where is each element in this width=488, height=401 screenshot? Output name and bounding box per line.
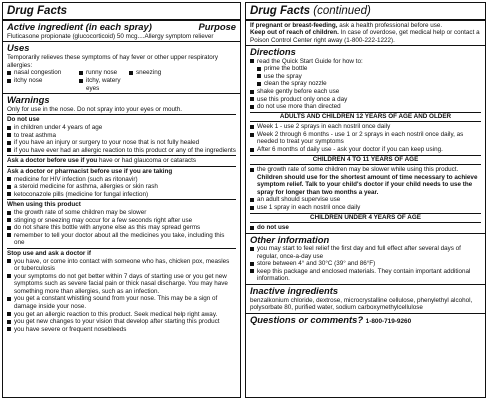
stop-use-list	[7, 258, 236, 333]
under4-list	[250, 224, 481, 232]
ask-pharmacist-list	[7, 176, 236, 199]
stop-use-item: you have, or come into contact with someone who has, chicken pox, measles or tuberculosis	[7, 258, 236, 273]
children-item: the growth rate of some children may be slower while using this product. Children should use for the shortest amount of time necessary to achieve symptom relief. Talk to your child's doctor if your child needs to use the spray for longer than two months a year.	[250, 166, 481, 196]
other-info-item: store between 4° and 30°C (39° and 86°F)	[250, 260, 481, 268]
warnings-heading: Warnings	[7, 94, 50, 106]
children-list	[250, 166, 481, 211]
symptom-item: itchy nose	[7, 77, 79, 92]
other-info-list	[250, 245, 481, 283]
do-not-use-list	[7, 124, 236, 154]
drug-facts-title: Drug Facts	[7, 5, 68, 17]
stop-use-item: you get new changes to your vision that develop after starting this product	[7, 318, 236, 326]
inactive-heading: Inactive ingredients	[250, 284, 339, 296]
under4-heading: CHILDREN UNDER 4 YEARS OF AGE	[250, 213, 481, 224]
stop-use-item: you get an allergic reaction to this product. Seek medical help right away.	[7, 311, 236, 319]
symptom-item: sneezing	[129, 69, 179, 77]
keep-out-of-reach: Keep out of reach of children. In case of overdose, get medical help or contact a Poison Control Center right away (1-800-222-1222).	[250, 29, 480, 44]
ask-doctor-line: Ask a doctor before use if you have or had glaucoma or cataracts	[7, 157, 196, 165]
do-not-use-item: if you have an injury or surgery to your nose that is not fully healed	[7, 139, 236, 147]
do-not-use-item: if you have ever had an allergic reaction to this product or any of the ingredients	[7, 147, 236, 155]
when-using-item: stinging or sneezing may occur for a few seconds right after use	[7, 217, 236, 225]
adults-item: Week 2 through 6 months - use 1 or 2 sprays in each nostril once daily, as needed to treat your symptoms	[250, 131, 481, 146]
drug-facts-panel-right	[245, 2, 486, 398]
active-ingredient-heading: Active ingredient (in each spray)	[7, 21, 152, 33]
questions-line	[250, 315, 481, 325]
children-heading: CHILDREN 4 TO 11 YEARS OF AGE	[250, 155, 481, 166]
uses-heading: Uses	[7, 42, 30, 54]
do-not-use-heading: Do not use	[7, 116, 40, 124]
children-item: an adult should supervise use	[250, 196, 481, 204]
active-ingredient-line: Fluticasone propionate (glucocorticoid) 50 mcg....Allergy symptom reliever	[7, 32, 214, 40]
drug-facts-panel-left	[2, 2, 241, 398]
when-using-list	[7, 209, 236, 247]
symptom-list	[7, 69, 236, 92]
directions-heading: Directions	[250, 46, 296, 58]
when-using-item: do not share this bottle with anyone else as this may spread germs	[7, 224, 236, 232]
adults-list	[250, 123, 481, 153]
questions-phone: 1-800-719-9260	[365, 317, 412, 325]
do-not-use-item: in children under 4 years of age	[7, 124, 236, 132]
warnings-intro: Only for use in the nose. Do not spray into your eyes or mouth.	[7, 105, 183, 113]
stop-use-heading: Stop use and ask a doctor if	[7, 249, 91, 257]
other-info-heading: Other information	[250, 233, 330, 245]
directions-item: use this product only once a day	[250, 96, 481, 104]
other-info-item: you may start to feel relief the first day and full effect after several days of regular, once-a-day use	[250, 245, 481, 260]
questions-heading: Questions or comments?	[250, 313, 364, 325]
ask-pharmacist-heading: Ask a doctor or pharmacist before use if you are taking	[7, 167, 173, 175]
quick-start-list	[250, 65, 481, 88]
other-info-item: keep this package and enclosed materials. They contain important additional information.	[250, 268, 481, 283]
pregnancy-warning: If pregnant or breast-feeding, ask a health professional before use.	[250, 21, 443, 29]
stop-use-item: your symptoms do not get better within 7 days of starting use or you get new symptoms such as severe facial pain or thick nasal discharge. You may have something more than allergies, such as an infection.	[7, 273, 236, 296]
adults-item: Week 1 - use 2 sprays in each nostril once daily	[250, 123, 481, 131]
directions-item: do not use more than directed	[250, 103, 481, 111]
when-using-item: the growth rate of some children may be slower	[7, 209, 236, 217]
when-using-heading: When using this product	[7, 201, 81, 209]
directions-item: shake gently before each use	[250, 88, 481, 96]
ask-pharmacist-item: a steroid medicine for asthma, allergies or skin rash	[7, 183, 236, 191]
symptom-item: runny nose	[79, 69, 129, 77]
directions-list	[250, 58, 481, 66]
ask-pharmacist-item: medicine for HIV infection (such as ritonavir)	[7, 176, 236, 184]
drug-facts-continued-title: Drug Facts (continued)	[250, 5, 371, 17]
directions-item: read the Quick Start Guide for how to:	[250, 58, 481, 66]
quick-start-item: clean the spray nozzle	[257, 80, 481, 88]
stop-use-item: you have severe or frequent nosebleeds	[7, 326, 236, 334]
quick-start-item: use the spray	[257, 73, 481, 81]
ask-pharmacist-item: ketoconazole pills (medicine for fungal infection)	[7, 191, 236, 199]
stop-use-item: you get a constant whistling sound from your nose. This may be a sign of damage inside your nose.	[7, 295, 236, 310]
do-not-use-item: to treat asthma	[7, 132, 236, 140]
inactive-ingredients: benzalkonium chloride, dextrose, microcrystalline cellulose, phenylethyl alcohol, polysorbate 80, purified water, sodium carboxymethylcellulose	[250, 296, 473, 312]
directions-list-2	[250, 88, 481, 111]
adults-heading: ADULTS AND CHILDREN 12 YEARS OF AGE AND OLDER	[250, 112, 481, 123]
children-item: use 1 spray in each nostril once daily	[250, 204, 481, 212]
under4-item: do not use	[250, 224, 481, 232]
active-ingredient-header	[7, 22, 236, 32]
symptom-item: itchy, watery eyes	[79, 77, 129, 92]
uses-intro: Temporarily relieves these symptoms of hay fever or other upper respiratory allergies:	[7, 54, 219, 69]
when-using-item: remember to tell your doctor about all the medicines you take, including this one	[7, 232, 236, 247]
adults-item: After 6 months of daily use - ask your doctor if you can keep using.	[250, 146, 481, 154]
symptom-item: nasal congestion	[7, 69, 79, 77]
purpose-heading: Purpose	[198, 21, 236, 33]
quick-start-item: prime the bottle	[257, 65, 481, 73]
